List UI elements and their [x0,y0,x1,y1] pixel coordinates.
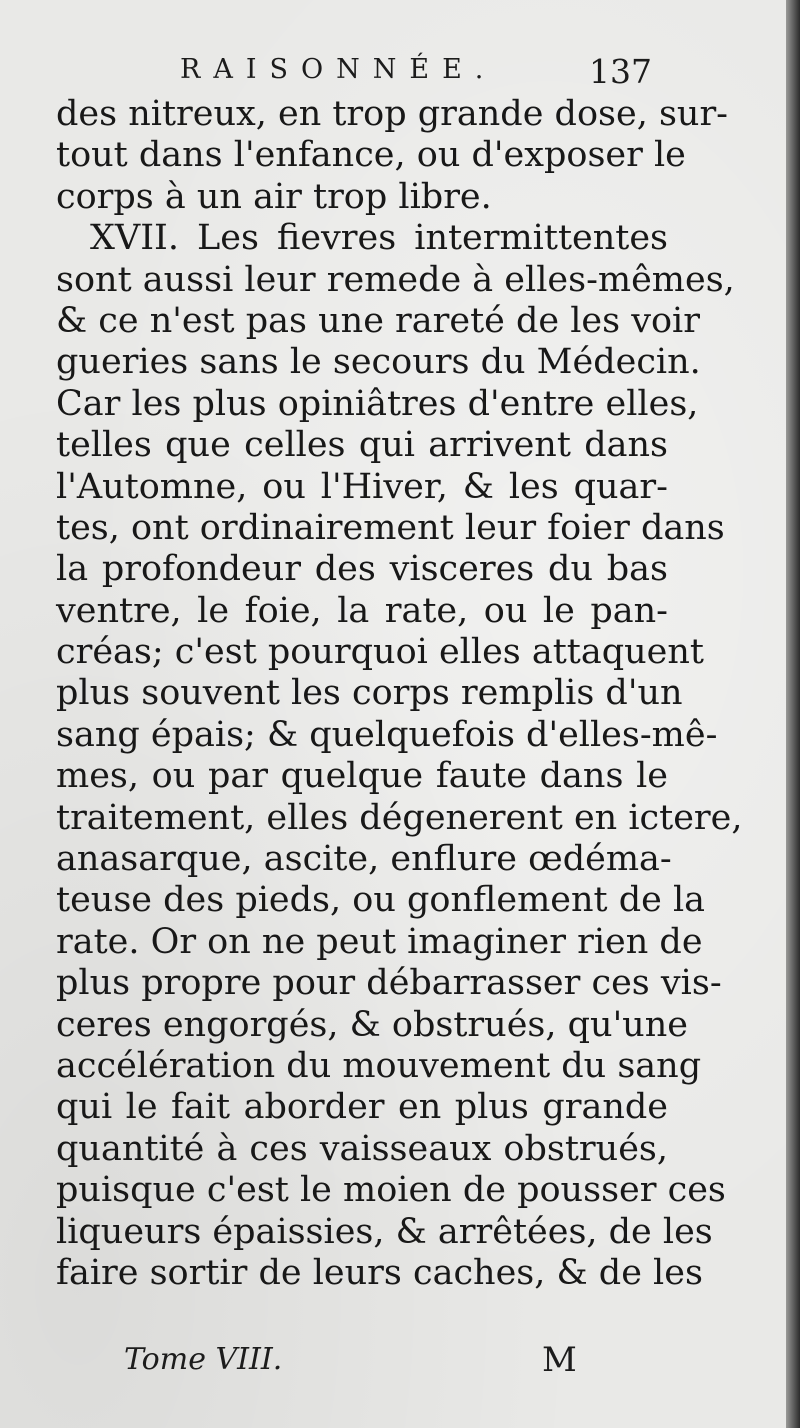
signature-mark: M [542,1340,577,1380]
text-line: Car les plus opiniâtres d'entre elles, [56,383,699,424]
page-edge-shadow [786,0,800,1428]
text-line: sont aussi leur remede à elles-mêmes, [56,259,735,300]
text-line: plus propre pour débarrasser ces vis- [56,963,722,1004]
text-line: mes, ou par quelque faute dans le [56,756,668,797]
text-line: qui le fait aborder en plus grande [56,1087,668,1128]
text-line: liqueurs épaissies, & arrêtées, de les [56,1211,713,1252]
page-number: 137 [589,52,652,91]
text-line: la profondeur des visceres du bas [56,549,668,590]
body-text [56,94,743,1294]
text-line: accélération du mouvement du sang [56,1045,702,1086]
text-line: des nitreux, en trop grande dose, sur- [56,94,729,134]
text-line: teuse des pieds, ou gonflement de la [56,880,706,921]
text-line: ventre, le foie, la rate, ou le pan- [56,590,668,631]
text-line: plus souvent les corps remplis d'un [56,673,683,714]
text-line: ceres engorgés, & obstrués, qu'une [56,1004,688,1045]
text-line: corps à un air trop libre. [56,176,492,217]
volume-mark: Tome VIII. [124,1342,283,1377]
running-title: RAISONNÉE. [180,54,497,85]
text-line: gueries sans le secours du Médecin. [56,342,701,383]
text-line: puisque c'est le moien de pousser ces [56,1170,726,1211]
text-line: traitement, elles dégenerent en ictere, [56,797,743,838]
text-line: sang épais; & quelquefois d'elles-mê- [56,714,718,755]
text-line: tout dans l'enfance, ou d'exposer le [56,135,686,176]
text-line: faire sortir de leurs caches, & de les [56,1252,703,1293]
text-line: XVII. Les fievres intermittentes [90,218,668,259]
text-line: anasarque, ascite, enflure œdéma- [56,839,672,880]
text-line: quantité à ces vaisseaux obstrués, [56,1128,668,1169]
text-line: telles que celles qui arrivent dans [56,425,668,466]
text-line: rate. Or on ne peut imaginer rien de [56,921,703,962]
text-line: créas; c'est pourquoi elles attaquent [56,632,704,673]
text-line: l'Automne, ou l'Hiver, & les quar- [56,466,668,507]
text-line: & ce n'est pas une rareté de les voir [56,300,700,341]
text-line: tes, ont ordinairement leur foier dans [56,507,725,548]
